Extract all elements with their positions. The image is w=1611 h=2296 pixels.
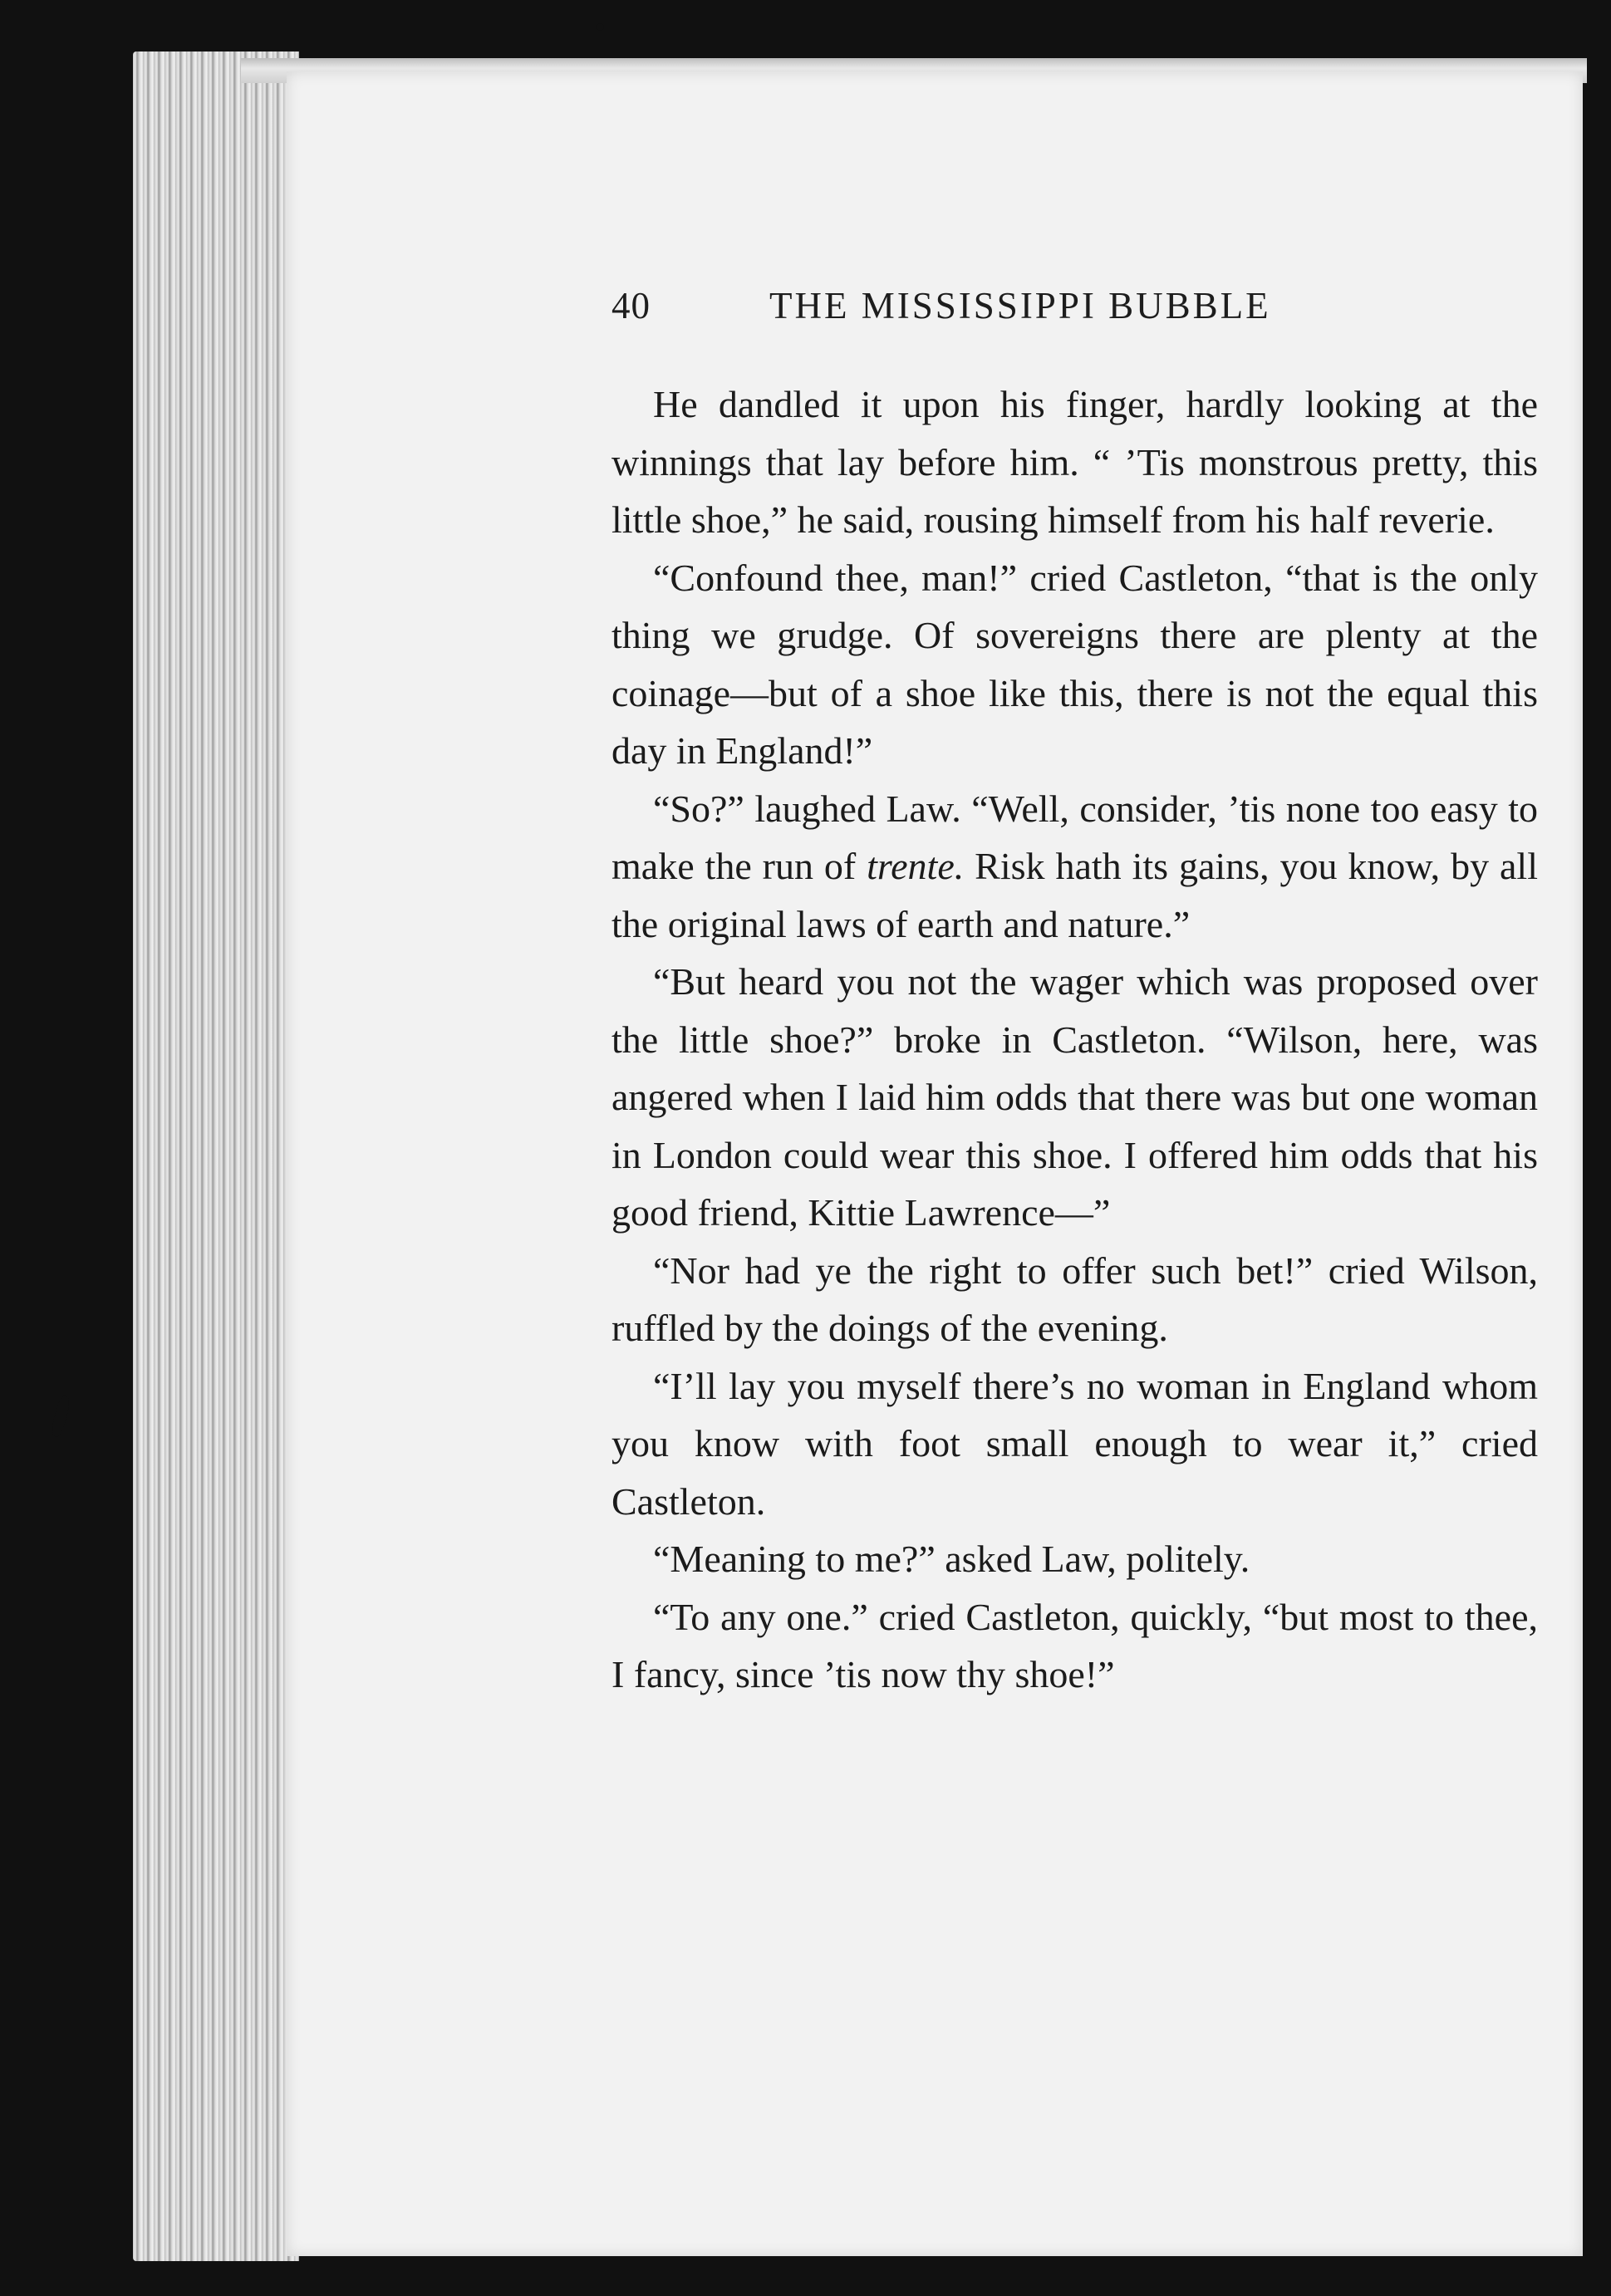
paragraph: “Meaning to me?” asked Law, politely. bbox=[653, 1538, 1250, 1580]
paragraph: “To any one.” cried Castleton, quickly, “but most to thee, I fancy, since ’tis now thy shoe!” bbox=[611, 1595, 1538, 1695]
paragraph: “I’ll lay you myself there’s no woman in England whom you know with foot small enough to wear it,” cried Castleton. bbox=[611, 1364, 1538, 1523]
paragraph: “But heard you not the wager which was proposed over the little shoe?” broke in Castleton. “Wilson, here, was angered when I laid him odds that there was but one woman in London could wear this shoe. I offered him odds that his good friend, Kittie Lawrence—” bbox=[611, 960, 1538, 1234]
paragraph: “Confound thee, man!” cried Castleton, “that is the only thing we grudge. Of sovereigns there are plenty at the coinage—but of a shoe like this, there is not the equal this day in England!” bbox=[611, 556, 1538, 772]
running-title: THE MISSISSIPPI BUBBLE bbox=[769, 285, 1271, 326]
paragraph bbox=[611, 780, 1538, 954]
body-text bbox=[611, 375, 1538, 1704]
scan-speck bbox=[597, 23, 604, 31]
paragraph-text: “So?” laughed Law. “Well, consider, ’tis none too easy to make the run of bbox=[611, 787, 1538, 887]
paragraph: He dandled it upon his finger, hardly looking at the winnings that lay before him. “ ’Tis monstrous pretty, this little shoe,” he said, rousing himself from his half reverie. bbox=[611, 383, 1538, 541]
paragraph: “Nor had ye the right to offer such bet!” cried Wilson, ruffled by the doings of the evening. bbox=[611, 1249, 1538, 1349]
italic-word: trente. bbox=[867, 845, 965, 887]
book-page-edges bbox=[133, 52, 299, 2261]
page-number: 40 bbox=[611, 285, 651, 326]
paragraph-text: Risk hath its gains, you know, by all the original laws of earth and nature.” bbox=[611, 845, 1538, 945]
